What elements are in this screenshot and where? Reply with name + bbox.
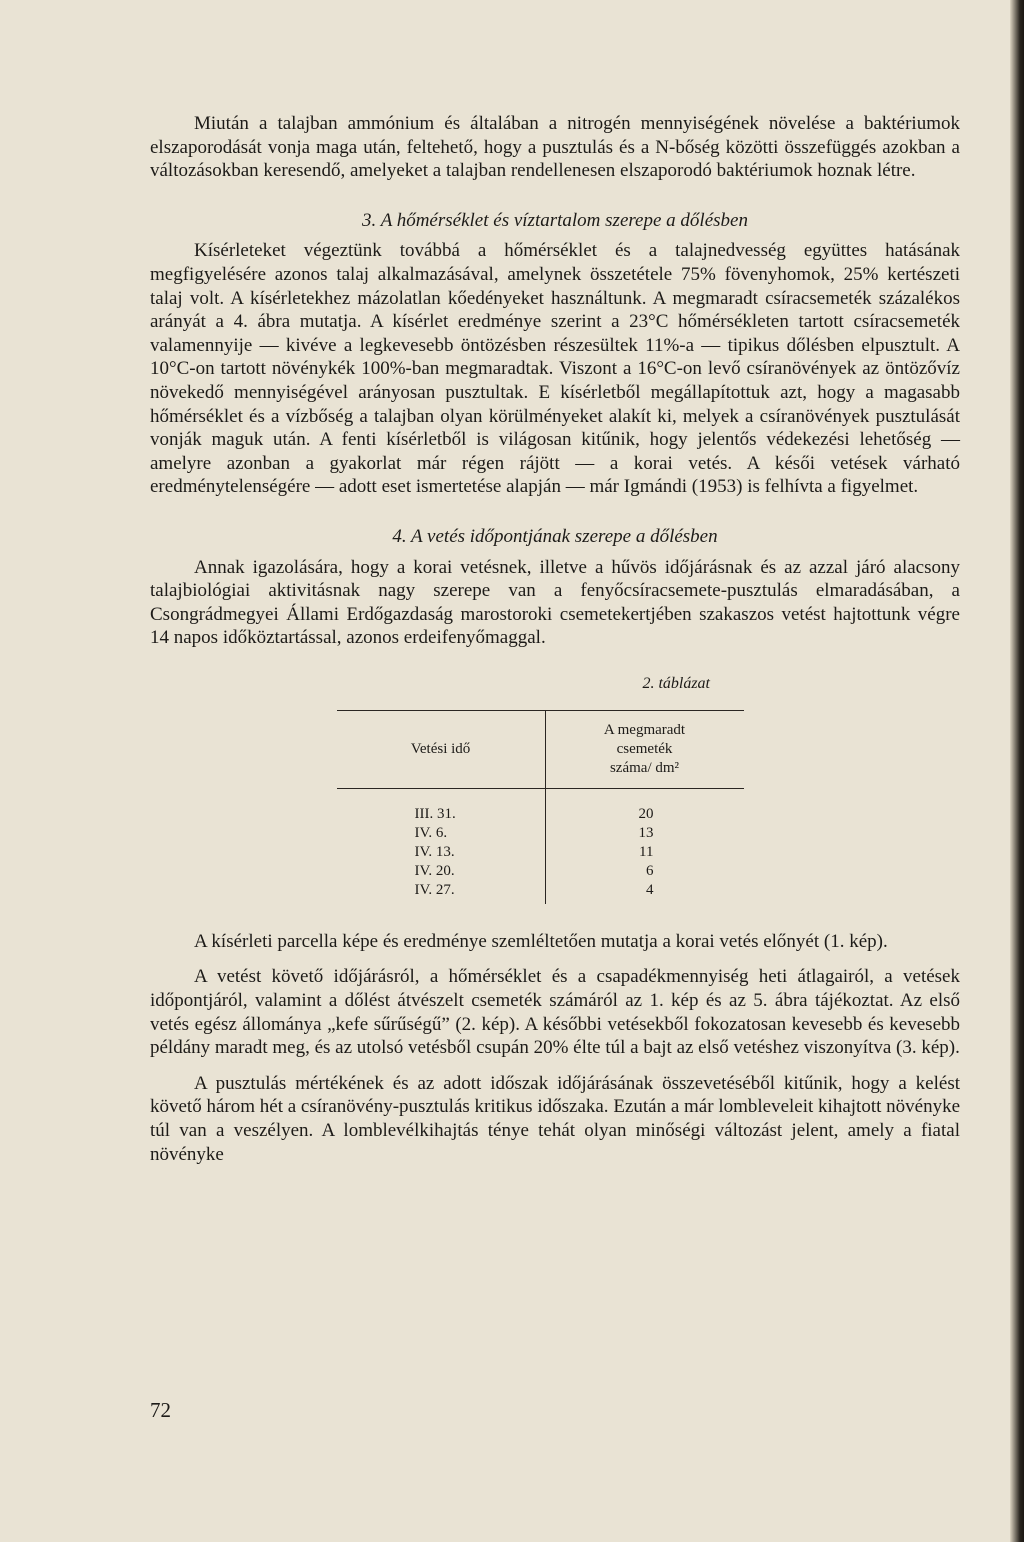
cell-count: 20 bbox=[638, 805, 654, 822]
paragraph-critical-period: A pusztulás mértékének és az adott időszak időjárásának összevetéséből kitűnik, hogy a kelést követő három hét a csíranövény-pusztulás kritikus időszaka. Ezután a már lombleveleit kihajtott növényke túl van a veszélyen. A lomblevélkihajtás ténye tehát olyan minőségi változást jelent, amely a fiatal növényke bbox=[150, 1072, 960, 1165]
section-3-paragraph: Kísérleteket végeztünk továbbá a hőmérséklet és a talajnedvesség együttes hatásának megfigyelésére azonos talaj alkalmazásával, amelynek összetétele 75% fövenyhomok, 25% kertészeti talaj volt. A kísérletekhez mázolatlan kőedényeket használtunk. A megmaradt csíracsemeték százalékos arányát a 4. ábra mutatja. A kísérlet eredménye szerint a 23°C hőmérsékleten tartott csíracsemeték valamennyije — kivéve a legkevesebb öntözésben részesültek 11%-a — tipikus dőlésben elpusztult. A 10°C-on tartott növénykék 100%-ban megmaradtak. Viszont a 16°C-on levő csíranövények az öntözővíz növekedő mennyiségével arányosan pusztultak. E kísérletből megállapítottuk azt, hogy a magasabb hőmérséklet és a vízbőség a talajban olyan körülményeket alakít ki, melyek a csíranövények pusztulását vonják maguk után. A fenti kísérletből is világosan kitűnik, hogy jelentős védekezési lehetőség — amelyre azonban a gyakorlat már régen rájött — a korai vetés. A késői vetések várható eredménytelenségére — adott eset ismertetése alapján — már Igmándi (1953) is felhívta a figyelmet. bbox=[150, 240, 960, 498]
sowing-table bbox=[337, 710, 744, 904]
table-wrapper bbox=[150, 710, 960, 904]
cell-count: 13 bbox=[638, 824, 654, 841]
text-column bbox=[150, 112, 960, 1166]
section-4-number: 4. bbox=[392, 525, 407, 547]
cell-date: III. 31. bbox=[337, 788, 546, 824]
page-number: 72 bbox=[150, 1398, 171, 1422]
table-header-row bbox=[337, 710, 744, 788]
cell-date: IV. 27. bbox=[337, 881, 546, 904]
section-4-heading bbox=[150, 525, 960, 549]
paragraph-weather: A vetést követő időjárásról, a hőmérséklet és a csapadékmennyiség heti átlagairól, a vetések időpontjáról, valamint a dőlést átvészelt csemeték számáról az 1. kép és az 5. ábra tájékoztat. Az első vetés egész állománya „kefe sűrűségű” (2. kép). A későbbi vetésekből fokozatosan kevesebb és kevesebb példány maradt meg, és az utolsó vetésből csupán 20% élte túl a bajt az első vetéshez viszonyítva (3. kép). bbox=[150, 966, 960, 1059]
header-line-3: száma/ dm² bbox=[609, 759, 680, 776]
cell-date: IV. 13. bbox=[337, 843, 546, 862]
cell-count: 4 bbox=[646, 881, 654, 898]
header-remaining-seedlings bbox=[545, 710, 744, 788]
page-edge-shadow bbox=[1010, 0, 1024, 1542]
cell-count: 6 bbox=[646, 862, 654, 879]
header-line-1: A megmaradt bbox=[603, 721, 686, 738]
cell-count: 11 bbox=[639, 843, 654, 860]
paragraph-plot-image: A kísérleti parcella képe és eredménye szemléltetően mutatja a korai vetés előnyét (1. kép). bbox=[194, 930, 888, 952]
section-3-title: A hőmérséklet és víztartalom szerepe a dőlésben bbox=[380, 209, 748, 231]
table-caption: 2. táblázat bbox=[642, 674, 710, 692]
header-sowing-date: Vetési idő bbox=[337, 710, 546, 788]
paragraph-intro: Miután a talajban ammónium és általában a nitrogén mennyiségének növelése a baktériumok elszaporodását vonja maga után, feltehető, hogy a pusztulás és a N-bőség közötti összefüggés azokban a változásokban keresendő, amelyeket a talajban rendellenesen elszaporodó baktériumok hoznak létre. bbox=[150, 113, 960, 182]
cell-date: IV. 6. bbox=[337, 824, 546, 843]
cell-date: IV. 20. bbox=[337, 862, 546, 881]
table-row bbox=[337, 862, 744, 881]
section-3-number: 3. bbox=[362, 209, 377, 231]
table-row bbox=[337, 881, 744, 904]
header-line-2: csemeték bbox=[616, 740, 673, 757]
section-3-heading bbox=[150, 209, 960, 233]
section-4-paragraph: Annak igazolására, hogy a korai vetésnek, illetve a hűvös időjárásnak és az azzal járó alacsony talajbiológiai aktivitásnak nagy szerepe van a fenyőcsíracsemete-pusztulás elmaradásában, a Csongrádmegyei Állami Erdőgazdaság marostoroki csemetekertjében szakaszos vetést hajtottunk végre 14 napos időköztartással, azonos erdeifenyőmaggal. bbox=[150, 556, 960, 649]
table-row bbox=[337, 788, 744, 824]
section-4-title: A vetés időpontjának szerepe a dőlésben bbox=[411, 525, 718, 547]
table-row bbox=[337, 843, 744, 862]
table-row bbox=[337, 824, 744, 843]
